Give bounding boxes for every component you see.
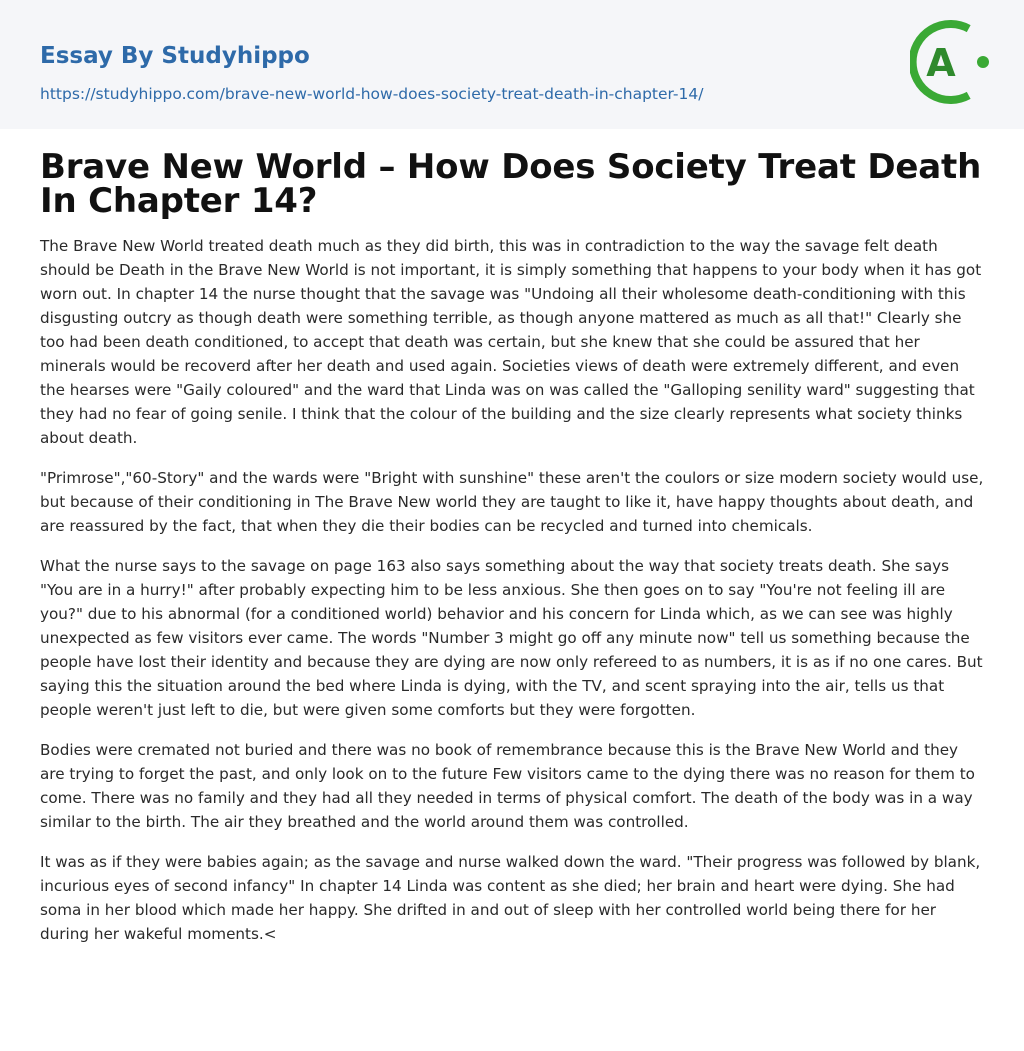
essay-paragraph-5: It was as if they were babies again; as the savage and nurse walked down the ward. "Their progress was followed by blank, incurious eyes of second infancy" In chapter 14 Linda was content as she died; her brain and heart were dying. She had soma in her blood which made her happy. She drifted in and out of sleep with her controlled world being there for her during her wakeful moments.< <box>40 853 981 943</box>
essay-content <box>40 147 984 962</box>
essay-title: Brave New World – How Does Society Treat Death In Chapter 14? <box>40 147 982 221</box>
essay-paragraph-1: The Brave New World treated death much as they did birth, this was in contradiction to the way the savage felt death should be Death in the Brave New World is not important, it is simply something that happens to your body when it has got worn out. In chapter 14 the nurse thought that the savage was "Undoing all their wholesome death-conditioning with this disgusting outcry as though death were something terrible, as though anyone mattered as much as all that!" Clearly she too had been death conditioned, to accept that death was certain, but she knew that she could be assured that her minerals would be recoverd after her death and used again. Societies views of death were extremely different, and even the hearses were "Gaily coloured" and the ward that Linda was on was called the "Galloping senility ward" suggesting that they had no fear of going senile. I think that the colour of the building and the size clearly represents what society thinks about death. <box>40 237 982 447</box>
logo-letter: A <box>926 41 956 85</box>
essay-paragraph-3: What the nurse says to the savage on page 163 also says something about the way that society treats death. She says "You are in a hurry!" after probably expecting him to be less anxious. She then goes on to say "You're not feeling ill are you?" due to his abnormal (for a conditioned world) behavior and his concern for Linda which, as we can see was highly unexpected as few visitors ever came. The words "Number 3 might go off any minute now" tell us something because the people have lost their identity and because they are dying are now only refereed to as numbers, it is as if no one cares. But saying this the situation around the bed where Linda is dying, with the TV, and scent spraying into the air, tells us that people weren't just left to die, but were given some comforts but they were forgotten. <box>40 557 983 719</box>
site-title[interactable]: Essay By Studyhippo <box>40 43 310 69</box>
site-header <box>0 0 1024 129</box>
studyhippo-logo-icon[interactable] <box>910 18 990 106</box>
essay-url-link[interactable]: https://studyhippo.com/brave-new-world-how-does-society-treat-death-in-chapter-14/ <box>40 85 704 103</box>
essay-paragraph-4: Bodies were cremated not buried and there was no book of remembrance because this is the Brave New World and they are trying to forget the past, and only look on to the future Few visitors came to the dying there was no reason for them to come. There was no family and they had all they needed in terms of physical comfort. The death of the body was in a way similar to the birth. The air they breathed and the world around them was controlled. <box>40 741 975 831</box>
essay-paragraph-2: "Primrose","60-Story" and the wards were "Bright with sunshine" these aren't the coulors or size modern society would use, but because of their conditioning in The Brave New world they are taught to like it, have happy thoughts about death, and are reassured by the fact, that when they die their bodies can be recycled and turned into chemicals. <box>40 469 984 535</box>
